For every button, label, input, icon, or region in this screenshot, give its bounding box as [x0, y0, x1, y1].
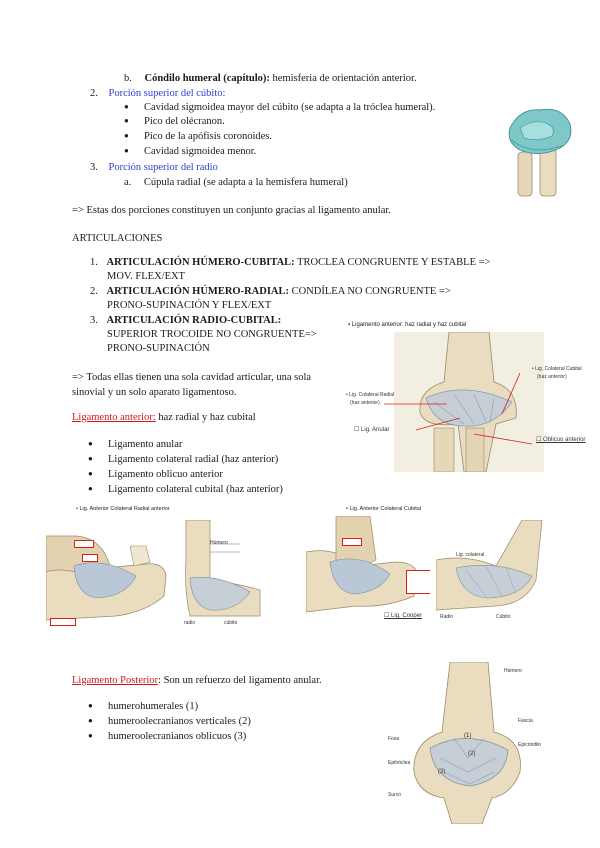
figure-elbow-side-left [46, 506, 172, 630]
lig-posterior-text: : Son un refuerzo del ligamento anular. [158, 675, 322, 686]
bullet-text: Ligamento oblicuo anterior [108, 469, 223, 480]
label-tiny: Epicóndilo [518, 742, 542, 748]
label-number-2: (2) [468, 751, 476, 757]
label-tiny: Fascia [518, 718, 533, 724]
section-heading-articulaciones: ARTICULACIONES [72, 233, 163, 244]
label-tiny: Radio [440, 614, 454, 620]
articulacion-item-2 [90, 285, 451, 299]
label-cooper: ☐ Lig. Cooper [384, 613, 423, 619]
label-text: Lig. Anular [361, 427, 390, 433]
articulacion-text-line2: MOV. FLEX/EXT [107, 271, 185, 282]
figure-elbow-anterior-small [180, 520, 264, 630]
bullet-text: humeroolecranianos oblicuos (3) [108, 731, 247, 742]
bullet-text: humerohumerales (1) [108, 701, 199, 712]
list-item [108, 468, 223, 482]
label-anular: ☐ Lig. Anular [354, 427, 390, 433]
list-number: 2. [90, 286, 98, 297]
list-item-2 [90, 87, 225, 101]
list-number: 3. [90, 315, 98, 326]
label-tiny: radio [184, 620, 196, 626]
bullet-text: Ligamento colateral radial (haz anterior) [108, 454, 279, 465]
list-item [108, 715, 251, 729]
bullet-text: Pico del olécranon. [144, 116, 225, 127]
bullet-text: humeroolecranianos verticales (2) [108, 716, 251, 727]
articulacion-text-line2: PRONO-SUPINACIÓN Y FLEX/EXT [107, 300, 272, 311]
lig-posterior-heading [72, 674, 322, 688]
list-number: 2. [90, 88, 98, 99]
articulacion-text-line2: SUPERIOR TROCOIDE NO CONGRUENTE=> [107, 329, 317, 340]
list-item [108, 700, 198, 714]
list-item [108, 453, 278, 467]
label-sub: (haz anterior) [350, 400, 380, 406]
articulacion-title: ARTICULACIÓN RADIO-CUBITAL: [106, 315, 282, 326]
label-colateral-cubital: • Lig. Colateral Cubital [532, 366, 582, 372]
condilo-text: hemisferia de orientación anterior. [269, 73, 417, 84]
bullet-text: Cavidad sigmoidea menor. [144, 146, 257, 157]
list-item [144, 101, 435, 115]
label-tiny: Epitróclea [388, 760, 411, 766]
label-tiny: Cúbito [496, 614, 511, 620]
lig-anterior-title: Ligamento anterior: [72, 412, 156, 423]
figure-caption: • Lig. Anterior Colateral Cubital [346, 506, 422, 512]
label-tiny: Húmero [210, 540, 228, 546]
cubito-heading: Porción superior del cúbito: [108, 88, 226, 99]
caption-text: Lig. Anterior Colateral Radial anterior [79, 506, 170, 512]
label-number-3: (3) [438, 769, 446, 775]
label-tiny: Lig. colateral [456, 552, 485, 558]
list-item [108, 730, 246, 744]
paragraph-cavidad-line1: => Todas ellas tienen una sola cavidad articular, una sola [72, 372, 312, 383]
lig-posterior-title: Ligamento Posterior [72, 675, 159, 686]
list-item-3 [90, 161, 218, 175]
list-item [144, 145, 256, 159]
label-humero: Húmero [504, 668, 522, 674]
bullet-text: Ligamento colateral cubital (haz anterior) [108, 484, 283, 495]
figure-caption: • Lig. Anterior Colateral Radial anterior [76, 506, 170, 512]
list-item-3a [124, 176, 348, 190]
figure-elbow-side-right [306, 506, 430, 622]
caption-text: Lig. Anterior Colateral Cubital [349, 506, 422, 512]
label-colateral-radial: • Lig. Colateral Radial [346, 392, 395, 398]
list-label: a. [124, 177, 132, 188]
list-item [108, 438, 182, 452]
articulacion-item-1 [90, 256, 490, 270]
figure-elbow-medial [436, 520, 554, 630]
figure-caption: ▪ Ligamento anterior: haz radial y haz cubital [348, 322, 467, 328]
bullet-text: Cavidad sigmoidea mayor del cúbito (se adapta a la tróclea humeral). [144, 102, 436, 113]
label-oblicuo: ☐ Oblicuo anterior [536, 437, 586, 443]
label-tiny: Surco [388, 792, 402, 798]
label-text: Lig. Cooper [391, 613, 423, 619]
figure-ligamento-anterior [342, 318, 594, 473]
paragraph-ligamento-anular: => Estas dos porciones constituyen un conjunto gracias al ligamento anular. [72, 205, 391, 216]
label-text: Lig. Colateral Radial [349, 392, 395, 398]
label-text: Oblicuo anterior [543, 437, 586, 443]
list-number: 3. [90, 162, 98, 173]
list-number: 1. [90, 257, 98, 268]
label-sub: (haz anterior) [537, 374, 567, 380]
articulacion-title: ARTICULACIÓN HÚMERO-RADIAL: [106, 286, 290, 297]
label-tiny: cúbito [224, 620, 238, 626]
label-number-1: (1) [464, 733, 472, 739]
bullet-text: Ligamento anular [108, 439, 183, 450]
list-label: b. [124, 73, 132, 84]
articulacion-item-3 [90, 314, 281, 328]
paragraph-cavidad-line2: sinovial y un solo aparato ligamentoso. [72, 387, 237, 398]
articulacion-text: TROCLEA CONGRUENTE Y ESTABLE => [294, 257, 491, 268]
articulacion-text: CONDÍLEA NO CONGRUENTE => [289, 286, 451, 297]
label-tiny: Fosa [388, 736, 400, 742]
condilo-title: Cóndilo humeral (capítulo): [144, 73, 270, 84]
bullet-text: Pico de la apófisis coronoides. [144, 131, 273, 142]
list-item [144, 130, 272, 144]
articulacion-text-line3: PRONO-SUPINACIÓN [107, 343, 210, 354]
list-item-b [124, 72, 417, 86]
articulacion-title: ARTICULACIÓN HÚMERO-CUBITAL: [106, 257, 295, 268]
figure-ligamento-posterior [384, 662, 554, 824]
elbow-3d-illustration [500, 100, 578, 198]
label-text: Lig. Colateral Cubital [535, 366, 582, 372]
caption-text: Ligamento anterior: haz radial y haz cubital [351, 322, 467, 328]
lig-anterior-heading [72, 411, 256, 425]
lig-anterior-text: haz radial y haz cubital [155, 412, 256, 423]
list-item [144, 115, 225, 129]
list-item [108, 483, 283, 497]
cupula-text: Cúpula radial (se adapta a la hemisfera humeral) [143, 177, 348, 188]
radio-heading: Porción superior del radio [108, 162, 218, 173]
